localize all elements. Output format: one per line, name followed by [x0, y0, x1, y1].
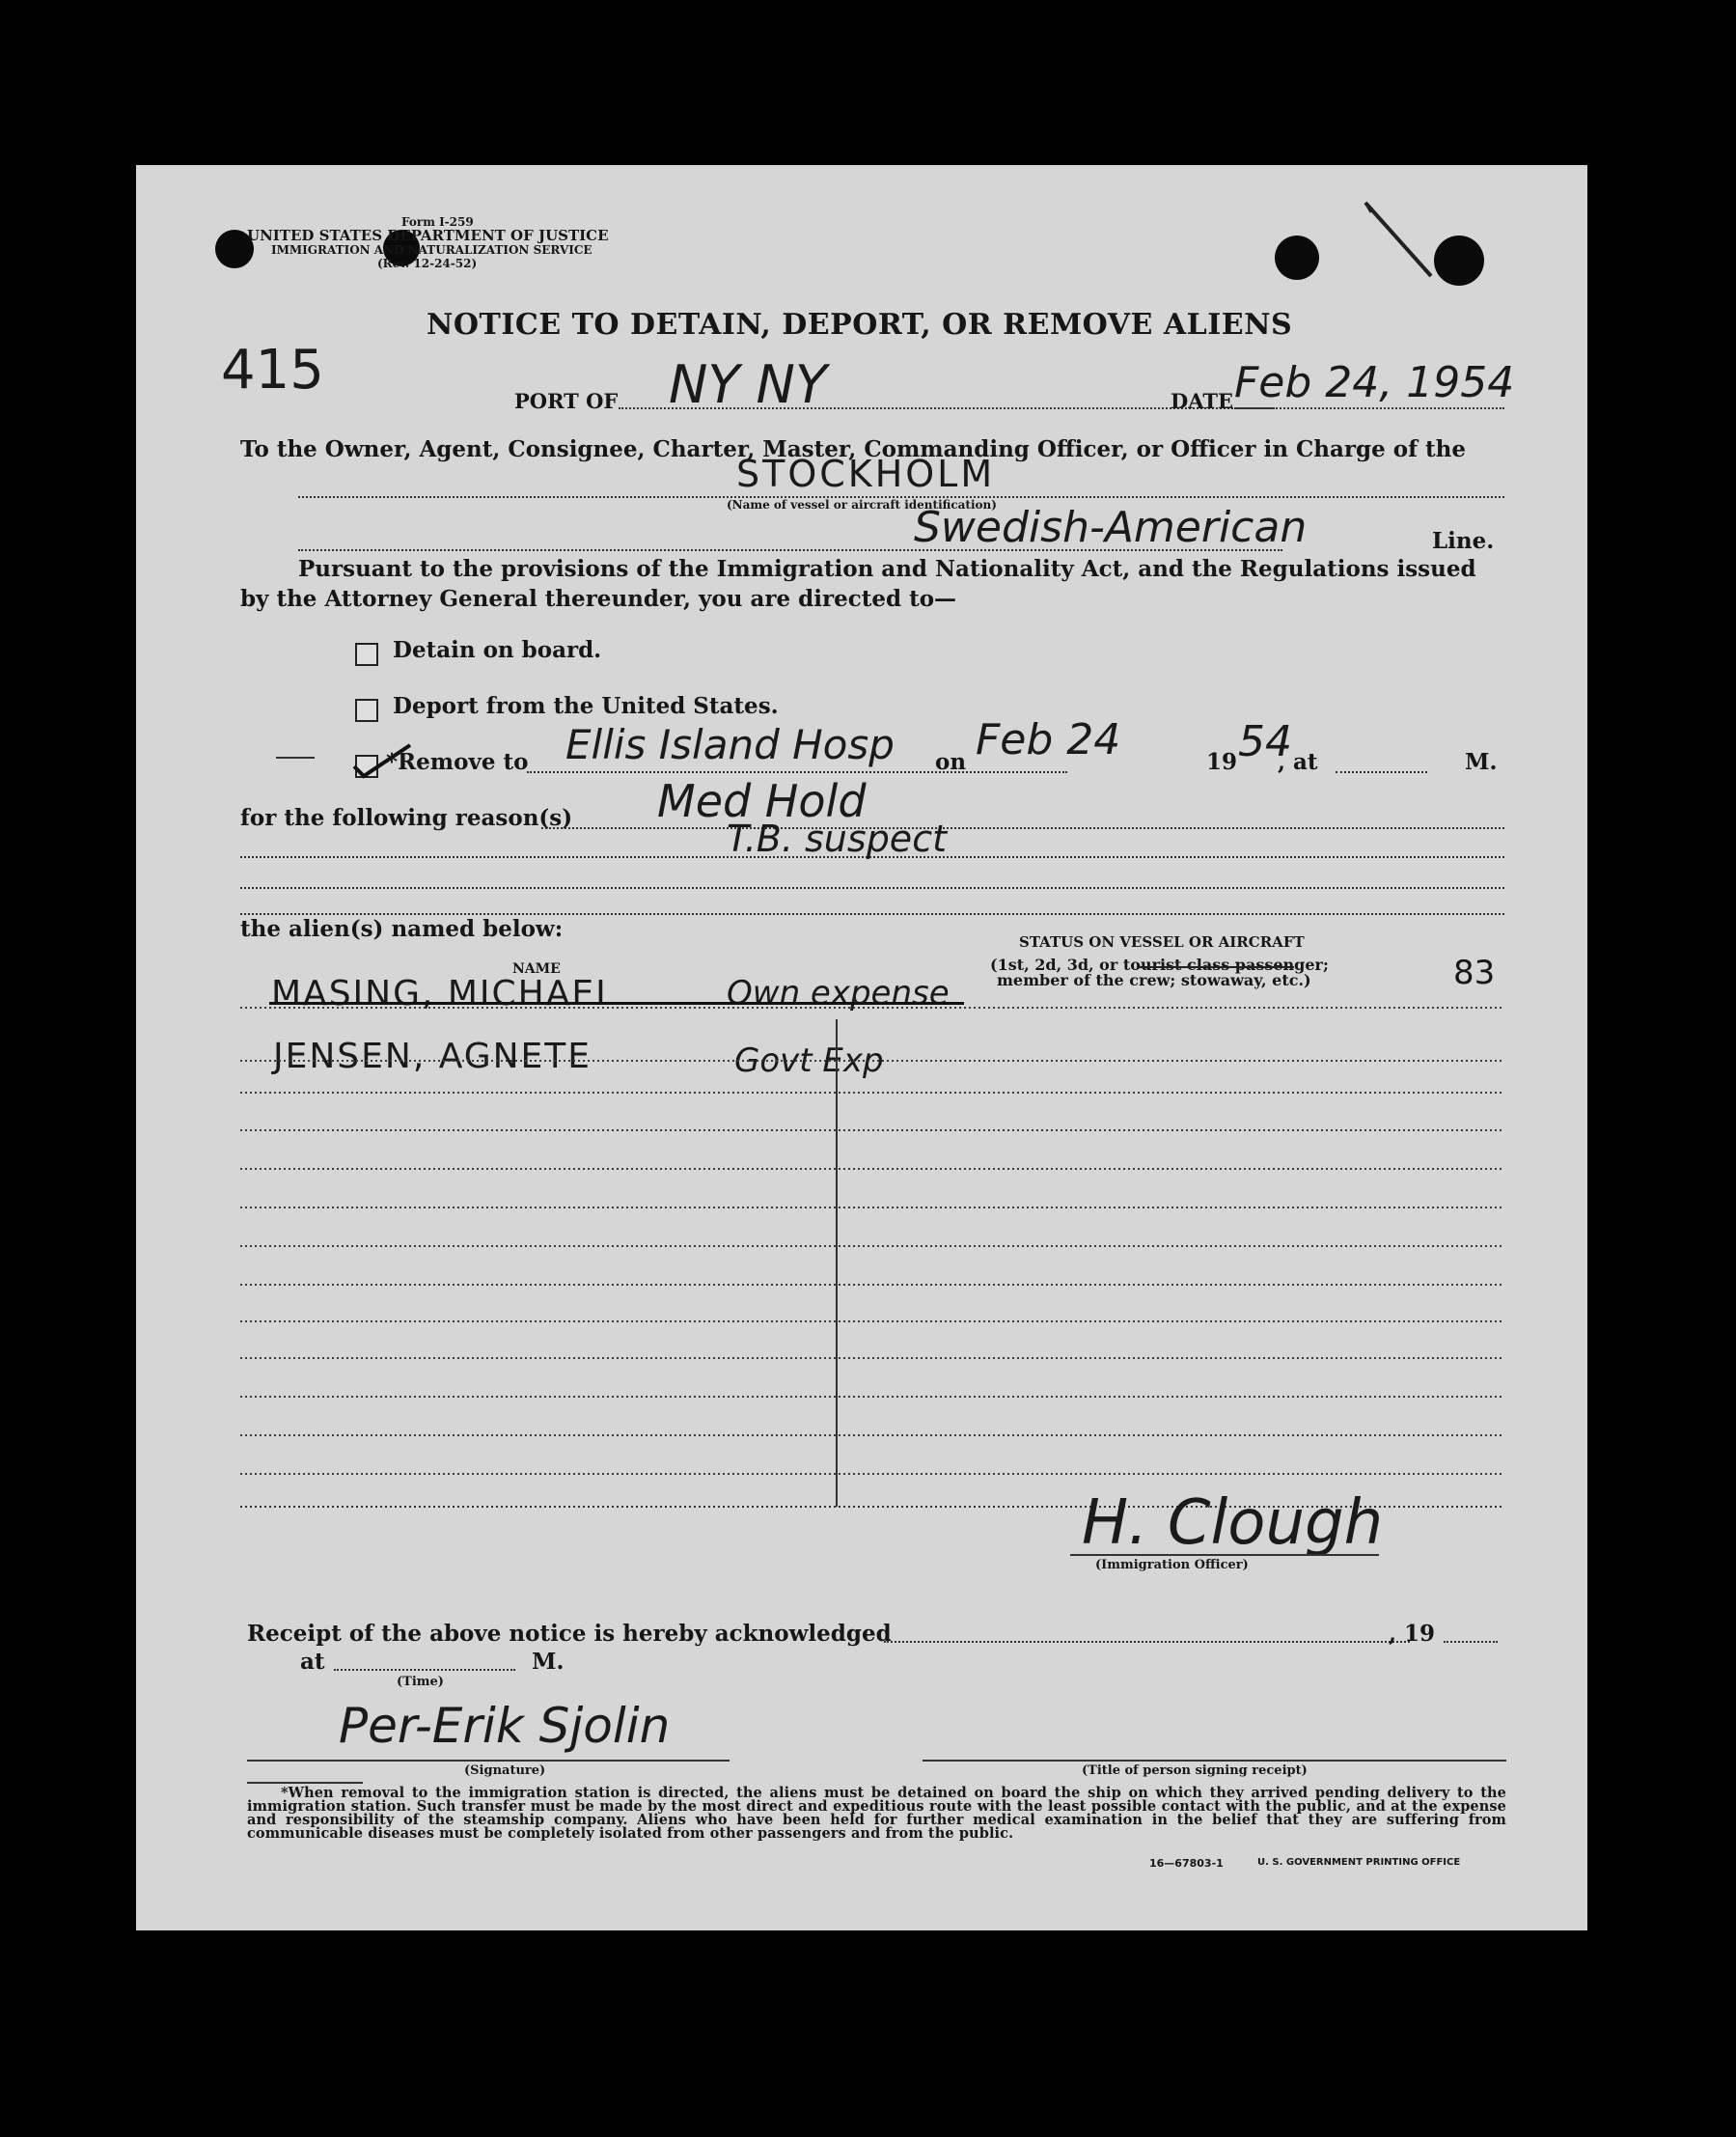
deport-label: Deport from the United States. — [393, 693, 779, 719]
on-date-value: Feb 24 — [976, 715, 1121, 764]
at-label: , at — [1278, 749, 1318, 775]
department-name: UNITED STATES DEPARTMENT OF JUSTICE — [247, 227, 609, 244]
file-number: 415 — [221, 339, 324, 402]
remove-to-value: Ellis Island Hosp — [565, 721, 895, 768]
time-caption: (Time) — [397, 1675, 444, 1689]
vessel-name: STOCKHOLM — [736, 453, 996, 495]
title-caption: (Title of person signing receipt) — [1082, 1763, 1308, 1778]
steamship-line: Swedish-American — [914, 503, 1308, 552]
reason-line-2: T.B. suspect — [727, 818, 947, 860]
name-column-header: NAME — [512, 961, 561, 977]
printer-imprint: U. S. GOVERNMENT PRINTING OFFICE — [1257, 1857, 1461, 1868]
form-page — [136, 165, 1587, 1930]
status-header: STATUS ON VESSEL OR AIRCRAFT — [1019, 933, 1305, 951]
pursuant-text-2: by the Attorney General thereunder, you are directed to— — [240, 586, 957, 612]
year-value: 54 — [1238, 717, 1292, 766]
receipt-text: Receipt of the above notice is hereby acknowledged — [247, 1621, 892, 1647]
alien-note-row-1: Own expense — [727, 974, 950, 1013]
vessel-caption: (Name of vessel or aircraft identification) — [727, 498, 997, 512]
pursuant-text-1: Pursuant to the provisions of the Immigration and Nationality Act, and the Regulations issued — [298, 556, 1476, 582]
addressee-text: To the Owner, Agent, Consignee, Charter, Master, Commanding Officer, or Officer in Charge of the — [240, 436, 1466, 462]
status-sub-1: (1st, 2d, 3d, or tourist class passenger; — [990, 956, 1329, 974]
m-label: M. — [1465, 749, 1498, 775]
alien-name-row-2: JENSEN, AGNETE — [273, 1037, 592, 1076]
service-name: IMMIGRATION AND NATURALIZATION SERVICE — [271, 243, 592, 257]
form-number: Form I-259 — [401, 215, 474, 229]
date-label: DATE — [1171, 389, 1233, 413]
status-sub-2: member of the crew; stowaway, etc.) — [997, 971, 1311, 989]
alien-name-row-1: MASING, MICHAEL — [271, 974, 618, 1013]
remove-label: *Remove to — [386, 749, 529, 775]
receipt-m-label: M. — [532, 1649, 565, 1675]
officer-caption: (Immigration Officer) — [1095, 1558, 1249, 1572]
line-label: Line. — [1432, 528, 1495, 554]
receipt-at-label: at — [300, 1649, 325, 1675]
port-label: PORT OF — [514, 389, 619, 413]
page-title: NOTICE TO DETAIN, DEPORT, OR REMOVE ALIENS — [427, 308, 1293, 342]
date-value: Feb 24, 1954 — [1234, 358, 1515, 407]
footnote: *When removal to the immigration station is directed, the aliens must be detained on board the ship on which they arrived pending delivery to the immigration station. Such transfer must be made by the most direct and expeditious route with the least possible contact with the public, and at the expense and responsibility of the steamship company. Aliens who have been held for further medical examination in the belief that they are suffering from communicable diseases must be completely isolated from other passengers and from the public. — [247, 1785, 1506, 1842]
on-label: on — [935, 749, 967, 775]
aliens-count: 83 — [1453, 954, 1496, 992]
port-value: NY NY — [669, 354, 827, 415]
receipt-year-prefix: , 19 — [1389, 1621, 1436, 1647]
detain-label: Detain on board. — [393, 637, 602, 663]
form-revision: (Rev. 12-24-52) — [377, 257, 478, 270]
reason-line-1: Med Hold — [657, 775, 867, 827]
year-prefix: 19 — [1206, 749, 1238, 775]
reasons-label: for the following reason(s) — [240, 805, 573, 831]
aliens-label: the alien(s) named below: — [240, 916, 564, 942]
receipt-signature: Per-Erik Sjolin — [339, 1698, 671, 1754]
alien-note-row-2: Govt Exp — [734, 1041, 884, 1080]
print-code: 16—67803-1 — [1149, 1857, 1224, 1870]
alien-table-lines — [136, 165, 1587, 1516]
officer-signature: H. Clough — [1082, 1487, 1384, 1559]
signature-caption: (Signature) — [464, 1763, 546, 1778]
